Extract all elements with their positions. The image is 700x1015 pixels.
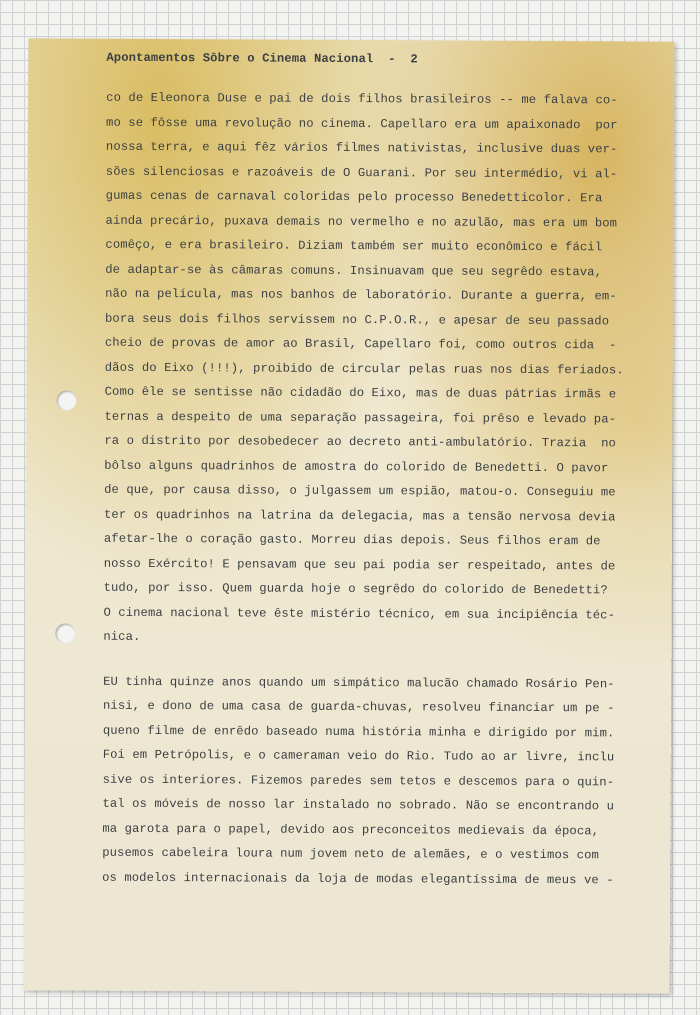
text-line: queno filme de enrêdo baseado numa história minha e dirigido por mim.: [102, 723, 615, 740]
text-line: cheio de provas de amor ao Brasil, Capellaro foi, como outros cida -: [104, 335, 617, 353]
text-line: de que, por causa disso, o julgassem um espião, matou-o. Conseguiu me: [104, 482, 616, 500]
text-line: EU tinha quinze anos quando um simpático malucão chamado Rosário Pen-: [103, 674, 615, 691]
text-line: mo se fôsse uma revolução no cinema. Capellaro era um apaixonado por: [106, 115, 618, 132]
text-line: ternas a despeito de uma separação passageira, foi prêso e levado pa-: [104, 409, 617, 426]
text-line: afetar-lhe o coração gasto. Morreu dias depois. Seus filhos eram de: [103, 531, 601, 549]
text-line: nisi, e dono de uma casa de guarda-chuvas, resolveu financiar um pe -: [102, 698, 615, 716]
text-line: tal os móveis de nosso lar instalado no sobrado. Não se encontrando u: [102, 796, 615, 814]
text-line: os modelos internacionais da loja de modas elegantíssima de meus ve -: [102, 870, 614, 887]
text-line: sões silenciosas e razoáveis de O Guarani. Por seu intermédio, vi al-: [105, 164, 618, 181]
text-line: ainda precário, puxava demais no vermelho e no azulão, mas era um bom: [105, 213, 618, 230]
text-line: ma garota para o papel, devido aos preconceitos medievais da época,: [102, 821, 600, 838]
text-line: ra o distrito por desobedecer ao decreto anti-ambulatório. Trazia no: [104, 433, 616, 451]
text-line: nossa terra, e aqui fêz vários filmes nativistas, inclusive duas ver-: [105, 139, 618, 157]
text-line: co de Eleonora Duse e pai de dois filhos brasileiros -- me falava co-: [106, 90, 618, 108]
text-line: ter os quadrinhos na latrina da delegacia, mas a tensão nervosa devia: [103, 507, 616, 524]
text-line: pusemos cabeleira loura num jovem neto de alemães, e o vestimos com: [102, 845, 599, 863]
punch-hole: [55, 623, 75, 643]
text-line: não na película, mas nos banhos de laboratório. Durante a guerra, em-: [105, 286, 617, 304]
text-line: gumas cenas de carnaval coloridas pelo processo Benedetticolor. Era: [105, 188, 603, 206]
text-line: bôlso alguns quadrinhos de amostra do colorido de Benedetti. O pavor: [104, 458, 609, 475]
text-line: de adaptar-se às câmaras comuns. Insinuavam que seu segrêdo estava,: [105, 262, 603, 279]
text-line: dãos do Eixo (!!!), proibido de circular pelas ruas nos dias feriados.: [104, 360, 624, 377]
typewritten-page: [24, 38, 675, 993]
text-line: sive os interiores. Fizemos paredes sem tetos e descemos para o quin-: [102, 772, 615, 789]
text-line: O cinema nacional teve êste mistério técnico, em sua incipiência téc-: [103, 605, 616, 622]
text-line: Foi em Petrópolis, e o cameraman veio do Rio. Tudo ao ar livre, inclu: [102, 747, 615, 765]
text-line: tudo, por isso. Quem guarda hoje o segrêdo do colorido de Benedetti?: [103, 580, 608, 598]
text-line: nica.: [103, 629, 141, 644]
page-header: Apontamentos Sôbre o Cinema Nacional - 2: [106, 50, 418, 67]
punch-hole: [57, 390, 77, 410]
text-line: Como êle se sentisse não cidadão do Eixo, mas de duas pátrias irmãs e: [104, 384, 617, 402]
text-line: bora seus dois filhos servissem no C.P.O.R., e apesar de seu passado: [104, 311, 610, 328]
text-line: comêço, e era brasileiro. Diziam também ser muito econômico e fácil: [105, 237, 603, 255]
text-line: nosso Exército! E pensavam que seu pai podia ser respeitado, antes de: [103, 556, 616, 573]
